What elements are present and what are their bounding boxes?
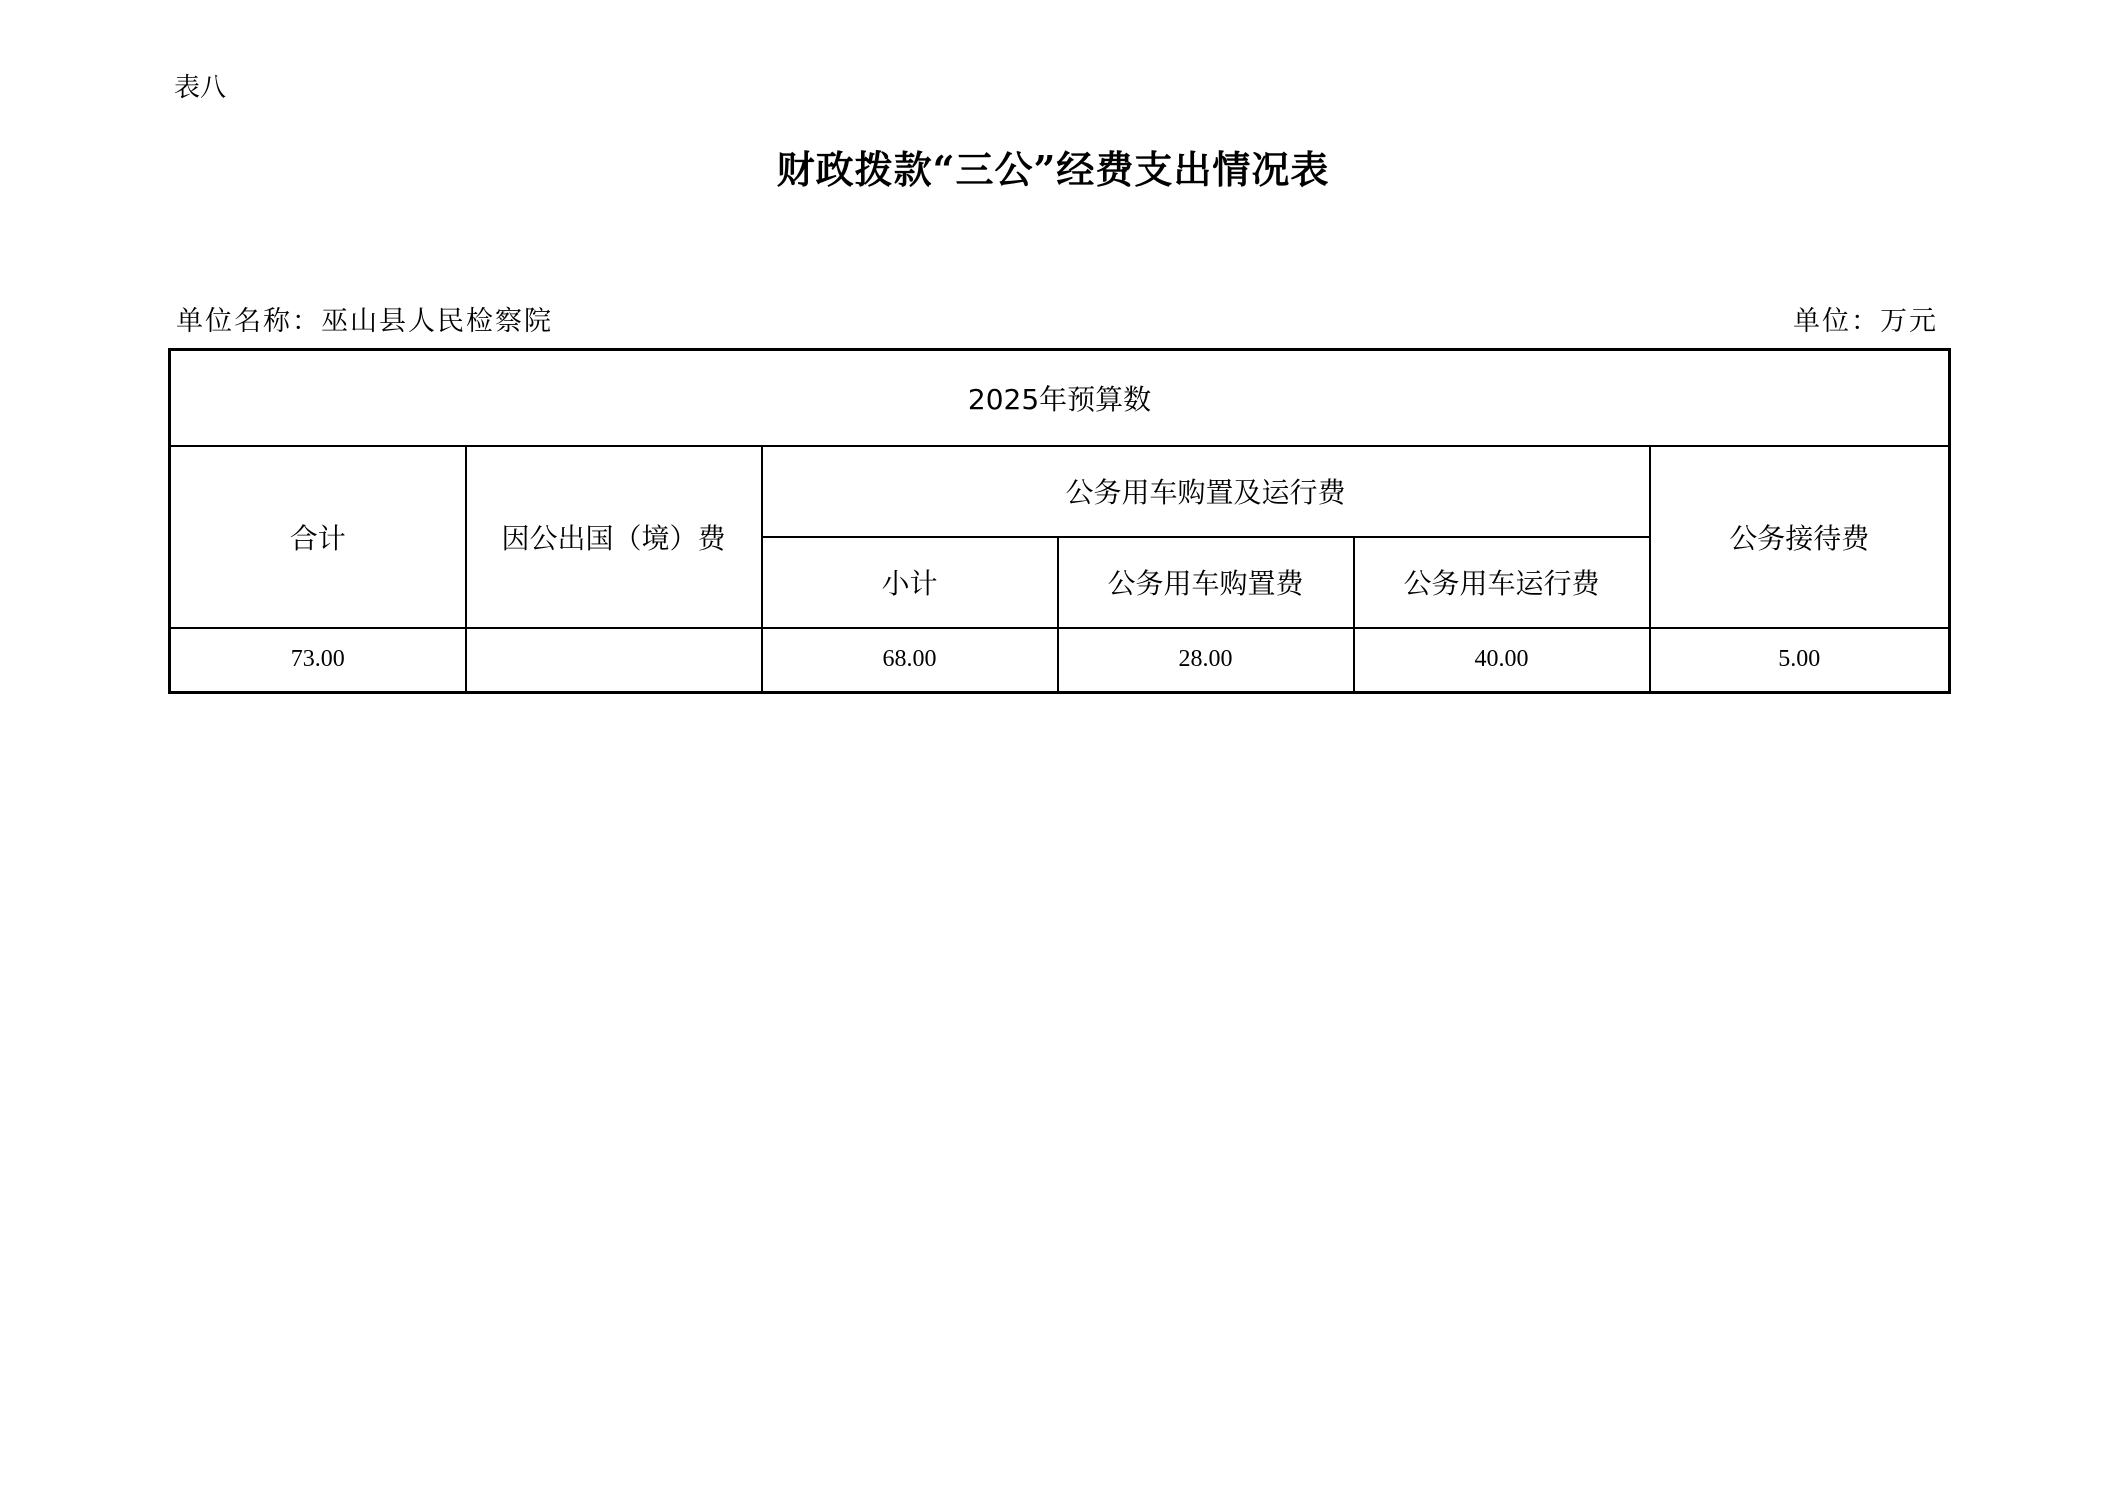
page-title: 财政拨款“三公”经费支出情况表 <box>776 147 1330 192</box>
unit-measure: 单位：万元 <box>1793 306 1938 337</box>
value-total: 73.00 <box>170 628 466 693</box>
header-vehicle-group: 公务用车购置及运行费 <box>762 446 1650 537</box>
budget-header-cell: 2025年预算数 <box>170 350 1950 446</box>
table-header-row-categories <box>170 446 1950 537</box>
value-vehicle-operation: 40.00 <box>1354 628 1650 693</box>
unit-name: 单位名称：巫山县人民检察院 <box>176 306 553 337</box>
budget-table <box>168 348 1951 694</box>
header-reception: 公务接待费 <box>1650 446 1950 628</box>
header-total: 合计 <box>170 446 466 628</box>
table-header-row-budget <box>170 350 1950 446</box>
value-overseas <box>466 628 762 693</box>
table-row <box>170 628 1950 693</box>
value-vehicle-purchase: 28.00 <box>1058 628 1354 693</box>
header-subtotal: 小计 <box>762 537 1058 628</box>
meta-row <box>176 304 1938 340</box>
table-number: 表八 <box>174 73 227 103</box>
header-vehicle-purchase: 公务用车购置费 <box>1058 537 1354 628</box>
header-vehicle-operation: 公务用车运行费 <box>1354 537 1650 628</box>
value-reception: 5.00 <box>1650 628 1950 693</box>
header-overseas: 因公出国（境）费 <box>466 446 762 628</box>
value-subtotal: 68.00 <box>762 628 1058 693</box>
